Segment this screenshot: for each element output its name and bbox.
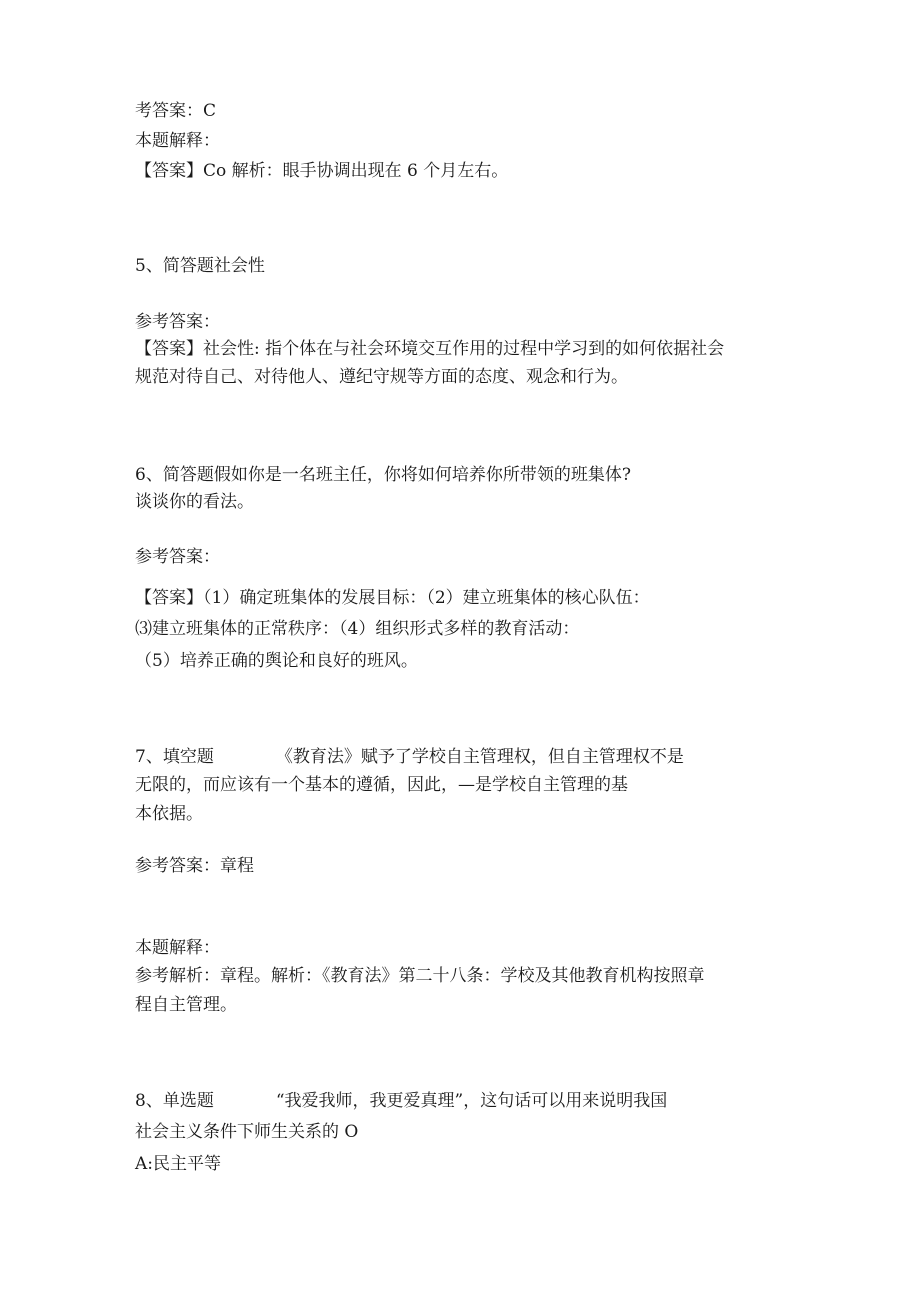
q5-answer-line1: 【答案】社会性: 指个体在与社会环境交互作用的过程中学习到的如何依据社会 — [135, 339, 725, 359]
q4-ref-answer: 考答案：C — [135, 101, 217, 121]
q7-explain-line2: 程自主管理。 — [135, 995, 237, 1015]
q7-ref-answer: 参考答案：章程 — [135, 856, 254, 876]
q4-explain-label: 本题解释： — [135, 131, 220, 151]
q8-title-line2: 社会主义条件下师生关系的 O — [135, 1122, 359, 1142]
q6-answer-line1: 【答案】（1）确定班集体的发展目标：（2）建立班集体的核心队伍： — [135, 588, 650, 608]
q6-title-line2: 谈谈你的看法。 — [135, 492, 254, 512]
q6-answer-line3: （5）培养正确的舆论和良好的班风。 — [135, 651, 418, 671]
q7-prefix: 7、填空题 — [135, 747, 214, 767]
q8-prefix: 8、单选题 — [135, 1091, 214, 1111]
q6-answer-line2: ⑶建立班集体的正常秩序：（4）组织形式多样的教育活动： — [135, 619, 580, 639]
q7-title-line3: 本依据。 — [135, 804, 203, 824]
q6-ref-answer-label: 参考答案： — [135, 547, 220, 567]
q7-title-line2: 无限的，而应该有一个基本的遵循，因此，—是学校自主管理的基 — [135, 775, 628, 795]
q8-option-a: A:民主平等 — [135, 1154, 222, 1174]
q8-title-line1 — [135, 1089, 667, 1113]
q5-title: 5、简答题社会性 — [135, 256, 265, 276]
q5-answer-line2: 规范对待自己、对待他人、遵纪守规等方面的态度、观念和行为。 — [135, 367, 628, 387]
q7-title-text: 《教育法》赋予了学校自主管理权，但自主管理权不是 — [275, 747, 684, 767]
q6-title-line1: 6、简答题假如你是一名班主任，你将如何培养你所带领的班集体? — [135, 465, 631, 485]
q7-explain-line1: 参考解析：章程。解析：《教育法》第二十八条：学校及其他教育机构按照章 — [135, 966, 705, 986]
q7-explain-label: 本题解释： — [135, 938, 220, 958]
q4-explain-text: 【答案】Co 解析：眼手协调出现在 6 个月左右。 — [135, 161, 509, 181]
q8-title-text: “我爱我师，我更爱真理”，这句话可以用来说明我国 — [275, 1091, 668, 1111]
q5-ref-answer-label: 参考答案： — [135, 312, 220, 332]
q7-title-line1 — [135, 745, 684, 769]
